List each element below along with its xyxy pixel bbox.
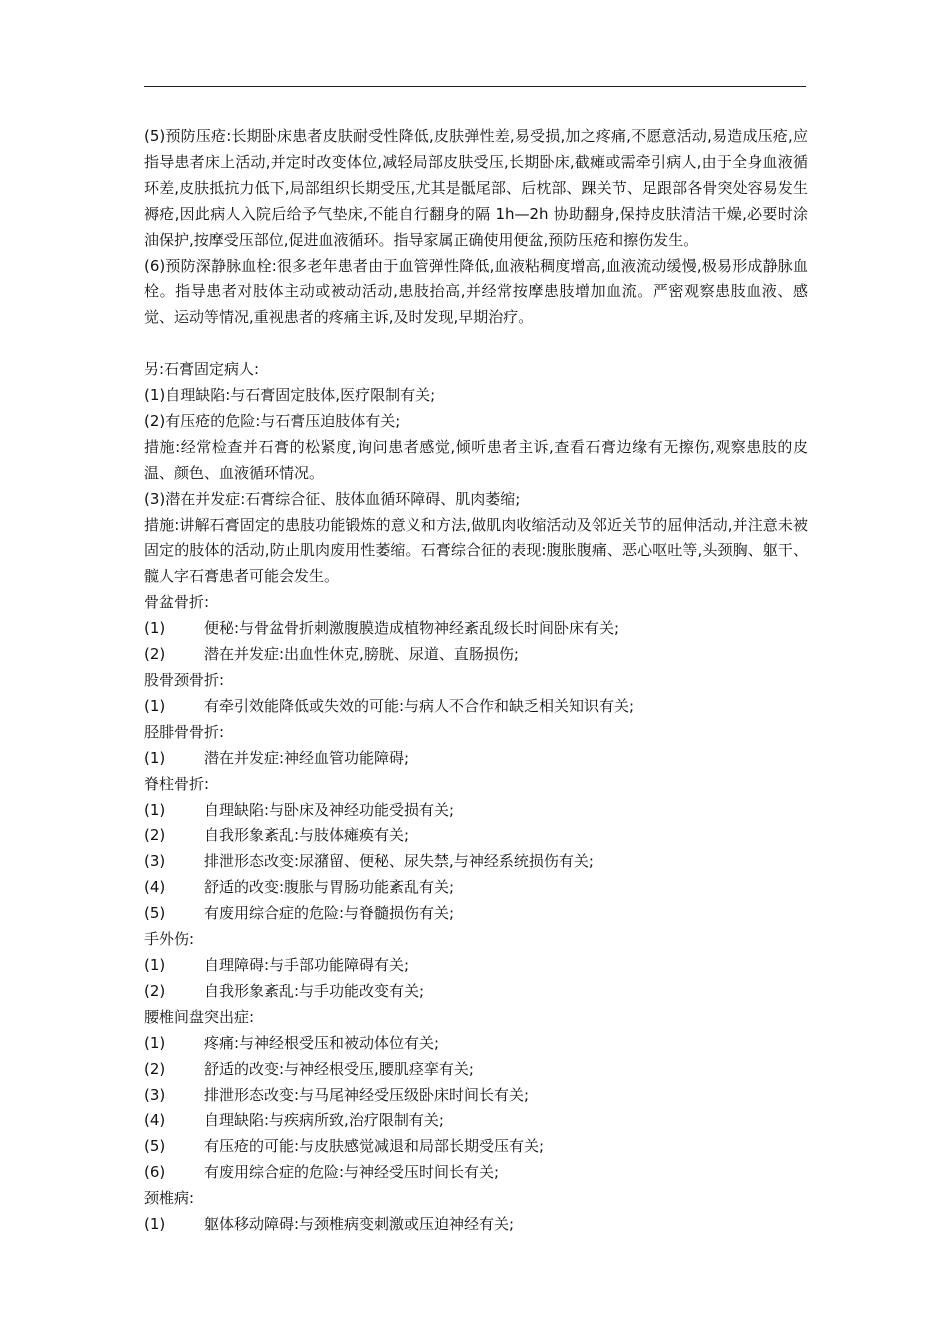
item-text: 排泄形态改变:尿潴留、便秘、尿失禁,与神经系统损伤有关; (204, 852, 594, 871)
list-item (144, 746, 808, 772)
item-text: 疼痛:与神经根受压和被动体位有关; (204, 1033, 440, 1052)
item-text: 有压疮的可能:与皮肤感觉减退和局部长期受压有关; (204, 1137, 545, 1156)
item-number: (1) (144, 955, 166, 974)
plaster-item: (2)有压疮的危险:与石膏压迫肢体有关; (144, 411, 401, 430)
item-text: 自我形象紊乱:与肢体瘫痪有关; (204, 826, 410, 845)
item-number: (1) (144, 696, 166, 715)
list-item (144, 1108, 808, 1134)
list-item (144, 849, 808, 875)
item-text: 潜在并发症:出血性休克,膀胱、尿道、直肠损伤; (204, 645, 519, 664)
item-number: (2) (144, 981, 166, 1000)
plaster-item: (3)潜在并发症:石膏综合征、肢体血循环障碍、肌肉萎缩; (144, 489, 521, 508)
item-number: (1) (144, 748, 166, 767)
item-text: 自我形象紊乱:与手功能改变有关; (204, 981, 425, 1000)
plaster-heading: 另:石膏固定病人: (144, 360, 260, 379)
item-number: (1) (144, 800, 166, 819)
list-item (144, 875, 808, 901)
item-text: 自理缺陷:与疾病所致,治疗限制有关; (204, 1111, 444, 1130)
list-item (144, 953, 808, 979)
blank-line (144, 331, 808, 357)
document-body (144, 124, 808, 1238)
list-item (144, 1212, 808, 1238)
item-text: 舒适的改变:腹胀与胃肠功能紊乱有关; (204, 878, 455, 897)
item-number: (3) (144, 1085, 166, 1104)
item-number: (1) (144, 1215, 166, 1234)
item-number: (5) (144, 1137, 166, 1156)
section-title-femoral-neck: 股骨颈骨折: (144, 671, 225, 690)
item-number: (5) (144, 904, 166, 923)
list-item (144, 979, 808, 1005)
section-title-cervical: 颈椎病: (144, 1189, 195, 1208)
list-item (144, 1160, 808, 1186)
item-number: (4) (144, 878, 166, 897)
section-title-lumbar: 腰椎间盘突出症: (144, 1007, 255, 1026)
item-number: (4) (144, 1111, 166, 1130)
section-title-spine: 脊柱骨折: (144, 774, 210, 793)
paragraph-pressure-sore-prevention: (5)预防压疮:长期卧床患者皮肤耐受性降低,皮肤弹性差,易受损,加之疼痛,不愿意活动,易造成压疮,应指导患者床上活动,并定时改变体位,减轻局部皮肤受压,长期卧床,截瘫或需牵引病人,由于全身血液循环差,皮肤抵抗力低下,局部组织长期受压,尤其是骶尾部、后枕部、踝关节、足跟部各骨突处容易发生褥疮,因此病人入院后给予气垫床,不能自行翻身的隔 1h—2h 协助翻身,保持皮肤清洁干燥,必要时涂油保护,按摩受压部位,促进血液循环。指导家属正确使用便盆,预防压疮和擦伤发生。 (144, 127, 808, 249)
list-item (144, 642, 808, 668)
list-item (144, 616, 808, 642)
list-item (144, 1031, 808, 1057)
section-title-tibia-fibula: 胫腓骨骨折: (144, 722, 225, 741)
item-text: 便秘:与骨盆骨折刺激腹膜造成植物神经紊乱级长时间卧床有关; (204, 619, 620, 638)
item-text: 躯体移动障碍:与颈椎病变刺激或压迫神经有关; (204, 1215, 515, 1234)
list-item (144, 798, 808, 824)
item-number: (2) (144, 826, 166, 845)
plaster-measure: 措施:经常检查并石膏的松紧度,询问患者感觉,倾听患者主诉,查看石膏边缘有无擦伤,观察患肢的皮温、颜色、血液循环情况。 (144, 437, 808, 482)
header-rule (144, 86, 806, 87)
item-text: 有废用综合症的危险:与神经受压时间长有关; (204, 1163, 500, 1182)
item-number: (2) (144, 645, 166, 664)
item-text: 有废用综合症的危险:与脊髓损伤有关; (204, 904, 455, 923)
item-text: 排泄形态改变:与马尾神经受压级卧床时间长有关; (204, 1085, 530, 1104)
list-item (144, 901, 808, 927)
list-item (144, 1134, 808, 1160)
item-text: 有牵引效能降低或失效的可能:与病人不合作和缺乏相关知识有关; (204, 696, 635, 715)
list-item (144, 1057, 808, 1083)
section-title-pelvis: 骨盆骨折: (144, 593, 210, 612)
item-text: 自理障碍:与手部功能障碍有关; (204, 955, 410, 974)
list-item (144, 694, 808, 720)
plaster-item: (1)自理缺陷:与石膏固定肢体,医疗限制有关; (144, 386, 436, 405)
item-number: (1) (144, 1033, 166, 1052)
list-item (144, 1083, 808, 1109)
item-text: 自理缺陷:与卧床及神经功能受损有关; (204, 800, 455, 819)
item-number: (1) (144, 619, 166, 638)
paragraph-dvt-prevention: (6)预防深静脉血栓:很多老年患者由于血管弹性降低,血液粘稠度增高,血液流动缓慢,极易形成静脉血栓。指导患者对肢体主动或被动活动,患肢抬高,并经常按摩患肢增加血流。严密观察患肢血液、感觉、运动等情况,重视患者的疼痛主诉,及时发现,早期治疗。 (144, 256, 808, 327)
item-text: 舒适的改变:与神经根受压,腰肌痉挛有关; (204, 1059, 474, 1078)
item-number: (3) (144, 852, 166, 871)
plaster-measure: 措施:讲解石膏固定的患肢功能锻炼的意义和方法,做肌肉收缩活动及邻近关节的屈伸活动,并注意未被固定的肢体的活动,防止肌肉废用性萎缩。石膏综合征的表现:腹胀腹痛、恶心呕吐等,头颈胸、躯干、髋人字石膏患者可能会发生。 (144, 515, 808, 586)
list-item (144, 823, 808, 849)
item-number: (6) (144, 1163, 166, 1182)
item-text: 潜在并发症:神经血管功能障碍; (204, 748, 410, 767)
section-title-hand: 手外伤: (144, 930, 195, 949)
item-number: (2) (144, 1059, 166, 1078)
